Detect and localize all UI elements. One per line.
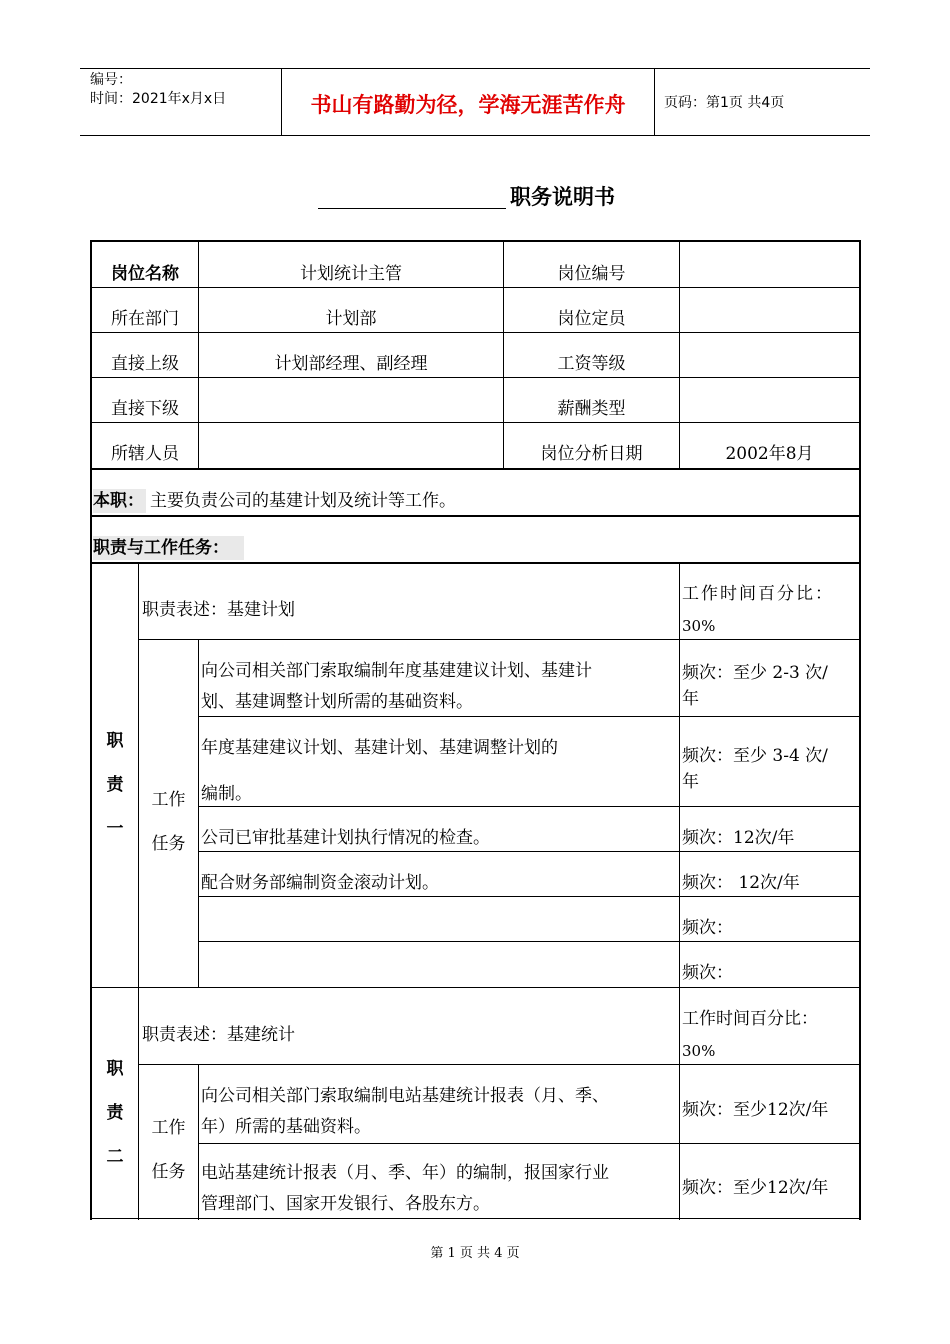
header-time: 时间：2021年x月x日 xyxy=(90,91,227,107)
header-page-info: 页码：第1页 共4页 xyxy=(664,95,785,111)
info-label-staff: 所辖人员 xyxy=(111,444,179,464)
info-label-pay-type: 薪酬类型 xyxy=(557,399,626,419)
info-label-supervisor: 直接上级 xyxy=(111,354,179,374)
duty-one-task-2-freq2: 年 xyxy=(682,772,699,792)
duty-one-task-3: 公司已审批基建计划执行情况的检查。 xyxy=(201,828,490,848)
duty-one-task-label-1: 工作 xyxy=(151,790,186,810)
main-duty-label: 本职： xyxy=(93,491,144,511)
duty-two-side-3: 二 xyxy=(106,1147,124,1167)
duty-one-task-3-freq: 频次：12次/年 xyxy=(682,828,795,848)
duty-one-task-1-freq2: 年 xyxy=(682,689,699,709)
duty-one-task-1-line1: 向公司相关部门索取编制年度基建建议计划、基建计 xyxy=(201,661,592,681)
duty-one-task-2-freq1: 频次：至少 3-4 次/ xyxy=(682,746,828,766)
info-label-position-name: 岗位名称 xyxy=(111,264,179,284)
duty-two-task-label-1: 工作 xyxy=(151,1118,186,1138)
duty-two-task-1-line2: 年）所需的基础资料。 xyxy=(201,1117,371,1137)
info-value-supervisor: 计划部经理、副经理 xyxy=(274,354,428,374)
duty-one-percent-label: 工作时间百分比： xyxy=(682,584,834,604)
duty-one-description: 职责表述：基建计划 xyxy=(142,600,295,620)
tasks-section-title: 职责与工作任务： xyxy=(93,536,244,560)
duty-one-task-label-2: 任务 xyxy=(151,834,186,854)
info-value-position-name: 计划统计主管 xyxy=(300,264,402,284)
info-value-department: 计划部 xyxy=(325,309,377,329)
duty-one-task-4-freq: 频次： 12次/年 xyxy=(682,873,800,893)
duty-two-task-1-line1: 向公司相关部门索取编制电站基建统计报表（月、季、 xyxy=(201,1086,609,1106)
info-label-department: 所在部门 xyxy=(111,309,179,329)
duty-one-side-1: 职 xyxy=(106,731,124,751)
duty-two-percent: 30% xyxy=(682,1042,716,1060)
duty-two-description: 职责表述：基建统计 xyxy=(142,1025,295,1045)
duty-one-task-4: 配合财务部编制资金滚动计划。 xyxy=(201,873,439,893)
duty-one-side-3: 一 xyxy=(106,819,124,839)
duty-one-task-2-line1: 年度基建建议计划、基建计划、基建调整计划的 xyxy=(201,738,558,758)
info-value-analysis-date: 2002年8月 xyxy=(725,444,814,464)
document-title-text: 职务说明书 xyxy=(510,184,615,209)
duty-two-side-1: 职 xyxy=(106,1059,124,1079)
duty-one-task-6-freq: 频次： xyxy=(682,963,733,983)
header-number-label: 编号： xyxy=(90,72,132,88)
duty-two-task-2-line1: 电站基建统计报表（月、季、年）的编制，报国家行业 xyxy=(201,1163,609,1183)
duty-one-task-1-freq1: 频次：至少 2-3 次/ xyxy=(682,663,828,683)
page-footer: 第 1 页 共 4 页 xyxy=(430,1246,520,1261)
duty-two-task-2-line2: 管理部门、国家开发银行、各股东方。 xyxy=(201,1194,490,1214)
duty-one-task-5-freq: 频次： xyxy=(682,918,733,938)
info-label-headcount: 岗位定员 xyxy=(557,309,626,329)
info-label-position-code: 岗位编号 xyxy=(557,264,626,284)
main-duty-text: 主要负责公司的基建计划及统计等工作。 xyxy=(150,491,456,511)
duty-two-task-label-2: 任务 xyxy=(151,1162,186,1182)
duty-one-task-1-line2: 划、基建调整计划所需的基础资料。 xyxy=(201,692,473,712)
duty-two-side-2: 责 xyxy=(106,1103,124,1123)
duty-two-task-1-freq: 频次：至少12次/年 xyxy=(682,1100,829,1120)
info-label-analysis-date: 岗位分析日期 xyxy=(540,444,643,464)
duty-one-percent: 30% xyxy=(682,617,716,635)
duty-one-task-2-line2: 编制。 xyxy=(201,784,252,804)
duty-one-side-2: 责 xyxy=(106,775,124,795)
info-label-salary-grade: 工资等级 xyxy=(557,354,626,374)
duty-two-task-2-freq: 频次：至少12次/年 xyxy=(682,1178,829,1198)
duty-two-percent-label: 工作时间百分比： xyxy=(682,1009,818,1029)
header-motto: 书山有路勤为径，学海无涯苦作舟 xyxy=(310,92,626,117)
info-label-subordinate: 直接下级 xyxy=(111,399,179,419)
